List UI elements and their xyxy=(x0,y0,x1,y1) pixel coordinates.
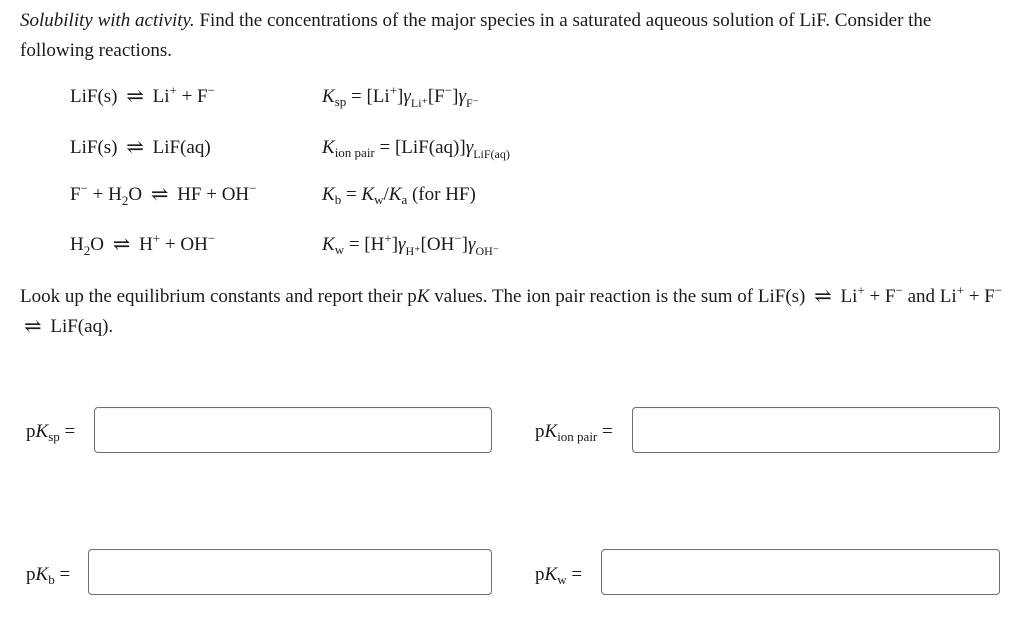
text-part: + F xyxy=(864,286,896,307)
k-subscript: ion pair xyxy=(557,429,598,444)
expr-part: O xyxy=(128,184,143,205)
text-part: and Li xyxy=(902,286,957,307)
charge-sup: − xyxy=(444,82,453,98)
pkb-label xyxy=(26,564,70,588)
expr-part: [F xyxy=(427,86,445,107)
problem-intro xyxy=(20,6,1005,66)
k-symbol: K xyxy=(322,184,335,205)
equilibrium-arrow-icon: ⇌ xyxy=(24,314,42,338)
k-symbol: K xyxy=(322,234,335,255)
charge-sup: − xyxy=(249,180,257,196)
gamma-subscript: F⁻ xyxy=(465,96,479,110)
charge-sup: + xyxy=(956,282,965,298)
k-subscript: sp xyxy=(334,94,347,109)
reaction-1-reactant: LiF(s) xyxy=(70,86,118,107)
pkb-input[interactable] xyxy=(88,549,492,595)
charge-sup: + xyxy=(169,82,177,98)
text-part: Look up the equilibrium constants and report their p xyxy=(20,286,417,307)
k-subscript: a xyxy=(401,192,408,207)
charge-sup: + xyxy=(152,230,161,246)
text-part: Li xyxy=(835,286,858,307)
text-part: LiF(aq). xyxy=(45,316,114,337)
k-subscript: w xyxy=(557,572,567,587)
text-part: + F xyxy=(964,286,995,307)
k-symbol: K xyxy=(35,564,49,585)
k-symbol: K xyxy=(388,184,402,205)
expr-note: (for HF) xyxy=(407,184,476,205)
activity-coefficient: γ xyxy=(465,137,474,158)
kion-pair-expression xyxy=(322,137,510,162)
problem-lead: Solubility with activity. xyxy=(20,10,195,31)
charge-sup: − xyxy=(80,180,88,196)
pkw-label xyxy=(535,564,582,588)
k-symbol: K xyxy=(416,286,430,307)
pkion-pair-label xyxy=(535,421,613,445)
pksp-input[interactable] xyxy=(94,407,492,453)
reaction-1 xyxy=(70,82,215,108)
expr-part: / xyxy=(383,184,389,205)
text-part: values. The ion pair reaction is the sum of LiF(s) xyxy=(429,286,811,307)
gamma-subscript: OH⁻ xyxy=(475,244,500,258)
expr-part: ] xyxy=(452,86,459,107)
charge-sup: − xyxy=(994,282,1003,298)
k-subscript: w xyxy=(374,192,384,207)
reaction-2 xyxy=(70,137,211,159)
kw-expression xyxy=(322,230,500,259)
charge-sup: − xyxy=(207,230,216,246)
reaction-4-product-h: H xyxy=(139,234,153,255)
equilibrium-arrow-icon: ⇌ xyxy=(112,232,131,256)
equilibrium-arrow-icon: ⇌ xyxy=(126,135,144,159)
k-symbol: K xyxy=(544,421,558,442)
k-symbol: K xyxy=(322,137,335,158)
expr-part: ] xyxy=(461,234,468,255)
expr-part: = [LiF(aq)] xyxy=(374,137,466,158)
subscript: 2 xyxy=(83,242,91,258)
gamma-subscript: Li⁺ xyxy=(410,96,428,110)
charge-sup: + xyxy=(857,282,865,298)
gamma-subscript: LiF(aq) xyxy=(473,147,510,161)
k-subscript: w xyxy=(334,242,345,257)
p-prefix: p xyxy=(535,421,545,442)
reaction-2-reactant: LiF(s) xyxy=(70,137,118,158)
reaction-4 xyxy=(70,230,216,258)
equilibrium-arrow-icon: ⇌ xyxy=(150,182,169,206)
reaction-1-product-li: Li xyxy=(152,86,170,107)
equals-sign: = xyxy=(59,421,76,442)
k-symbol: K xyxy=(544,564,558,585)
expr-part: + H xyxy=(87,184,122,205)
subscript: 2 xyxy=(121,192,129,208)
equilibrium-arrow-icon: ⇌ xyxy=(126,84,144,108)
reaction-4-reactant: H xyxy=(70,234,84,255)
k-subscript: b xyxy=(334,192,342,207)
equals-sign: = xyxy=(597,421,613,442)
reaction-1-product-f: + F xyxy=(176,86,208,107)
reaction-3-reactant: F xyxy=(70,184,81,205)
equilibrium-arrow-icon: ⇌ xyxy=(814,284,832,308)
charge-sup: + xyxy=(384,230,392,246)
expr-part: = [H xyxy=(344,234,385,255)
lookup-instructions xyxy=(20,282,1005,342)
k-subscript: ion pair xyxy=(334,145,375,160)
reaction-3 xyxy=(70,180,257,208)
problem-text: Find the concentrations of the major species in a saturated aqueous solution of LiF. Consider the following reactions. xyxy=(20,10,932,61)
equals-sign: = xyxy=(54,564,71,585)
pksp-label xyxy=(26,421,75,445)
reaction-3-product: HF + OH xyxy=(177,184,250,205)
expr-part: = xyxy=(341,184,362,205)
gamma-subscript: H⁺ xyxy=(405,244,421,258)
charge-sup: − xyxy=(207,82,215,98)
expr-part: = [Li xyxy=(346,86,390,107)
k-subscript: sp xyxy=(48,429,60,444)
p-prefix: p xyxy=(26,421,36,442)
charge-sup: + xyxy=(389,82,398,98)
reaction-4-product-oh: + OH xyxy=(160,234,208,255)
k-subscript: b xyxy=(48,572,55,587)
expr-part: ] xyxy=(391,234,399,255)
k-symbol: K xyxy=(322,86,335,107)
charge-sup: − xyxy=(895,282,903,298)
expr-part: [OH xyxy=(420,234,455,255)
reaction-2-product: LiF(aq) xyxy=(152,137,211,158)
pkion-pair-input[interactable] xyxy=(632,407,1000,453)
activity-coefficient: γ xyxy=(458,86,466,107)
charge-sup: − xyxy=(454,230,462,246)
activity-coefficient: γ xyxy=(398,234,406,255)
p-prefix: p xyxy=(535,564,545,585)
pkw-input[interactable] xyxy=(601,549,1000,595)
expr-part: O xyxy=(90,234,104,255)
k-symbol: K xyxy=(361,184,375,205)
ksp-expression xyxy=(322,82,479,111)
expr-part: ] xyxy=(397,86,404,107)
equals-sign: = xyxy=(566,564,583,585)
p-prefix: p xyxy=(26,564,36,585)
activity-coefficient: γ xyxy=(467,234,476,255)
kb-expression xyxy=(322,184,476,208)
activity-coefficient: γ xyxy=(403,86,411,107)
k-symbol: K xyxy=(35,421,49,442)
